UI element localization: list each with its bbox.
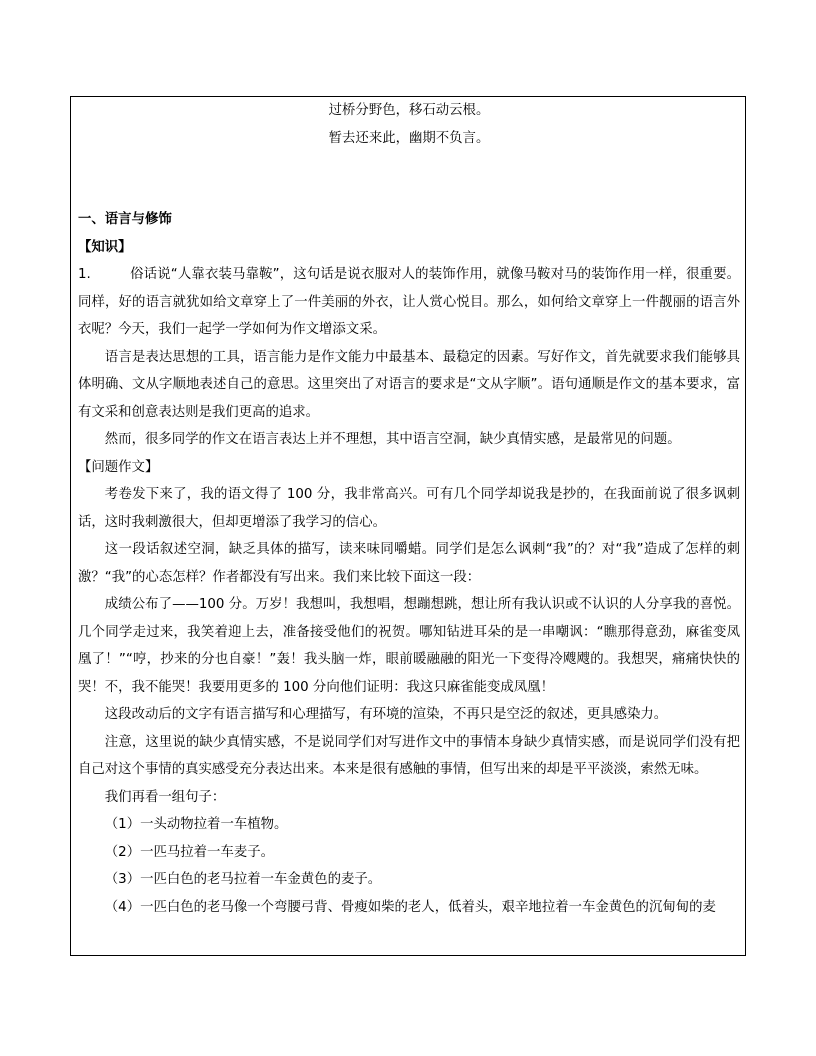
document-body — [78, 97, 740, 921]
poem-line: 过桥分野色，移石动云根。 — [328, 103, 490, 118]
paragraph: 语言是表达思想的工具，语言能力是作文能力中最基本、最稳定的因素。写好作文，首先就要求我们能够具体明确、文从字顺地表述自己的意思。这里突出了对语言的要求是“文从字顺”。语句通顺是作文的基本要求，富有文采和创意表达则是我们更高的追求。 — [78, 349, 740, 420]
paragraph: 然而，很多同学的作文在语言表达上并不理想，其中语言空洞，缺少真情实感，是最常见的问题。 — [104, 432, 681, 447]
paragraph: 成绩公布了——100 分。万岁！我想叫，我想唱，想蹦想跳，想让所有我认识或不认识的人分享我的喜悦。几个同学走过来，我笑着迎上去，准备接受他们的祝贺。哪知钻进耳朵的是一串嘲讽：“瞧那得意劲，麻雀变凤凰了！”“哼，抄来的分也自豪！”轰！我头脑一炸，眼前暖融融的阳光一下变得冷飕飕的。我想哭，痛痛快快的哭！不，我不能哭！我要用更多的 100 分向他们证明：我这只麻雀能变成凤凰！ — [78, 597, 740, 695]
example-sentence: （2）一匹马拉着一车麦子。 — [104, 844, 275, 860]
problem-label: 【问题作文】 — [78, 459, 159, 475]
paragraph-number: 1. — [78, 267, 91, 282]
paragraph-text: 俗话说“人靠衣装马靠鞍”，这句话是说衣服对人的装饰作用，就像马鞍对马的装饰作用一样，很重要。同样，好的语言就犹如给文章穿上了一件美丽的外衣，让人赏心悦目。那么，如何给文章穿上一件靓丽的语言外衣呢？今天，我们一起学一学如何为作文增添文采。 — [78, 267, 740, 337]
content-frame — [70, 96, 746, 956]
example-sentence: （4）一匹白色的老马像一个弯腰弓背、骨瘦如柴的老人，低着头，艰辛地拉着一车金黄色的沉甸甸的麦 — [104, 899, 716, 915]
section-title: 一、语言与修饰 — [78, 212, 172, 227]
paragraph: 考卷发下来了，我的语文得了 100 分，我非常高兴。可有几个同学却说我是抄的，在我面前说了很多讽刺话，这时我刺激很大，但却更增添了我学习的信心。 — [78, 487, 740, 530]
paragraph: 我们再看一组句子： — [104, 789, 226, 805]
poem-line: 暂去还来此，幽期不负言。 — [328, 130, 490, 146]
example-sentence: （1）一头动物拉着一车植物。 — [104, 817, 288, 832]
paragraph: 这一段话叙述空洞，缺乏具体的描写，读来味同嚼蜡。同学们是怎么讽刺“我”的？对“我”造成了怎样的刺激？“我”的心态怎样？作者都没有写出来。我们来比较下面这一段： — [78, 542, 740, 585]
paragraph: 这段改动后的文字有语言描写和心理描写，有环境的渲染，不再只是空泛的叙述，更具感染力。 — [104, 707, 668, 722]
paragraph: 注意，这里说的缺少真情实感，不是说同学们对写进作文中的事情本身缺少真情实感，而是说同学们没有把自己对这个事情的真实感受充分表达出来。本来是很有感触的事情，但写出来的却是平平淡淡，索然无味。 — [78, 734, 740, 777]
blank-space — [78, 152, 740, 206]
knowledge-label: 【知识】 — [78, 239, 132, 255]
paragraph — [78, 261, 740, 344]
example-sentence: （3）一匹白色的老马拉着一车金黄色的麦子。 — [104, 872, 382, 887]
poem-block — [78, 97, 740, 152]
